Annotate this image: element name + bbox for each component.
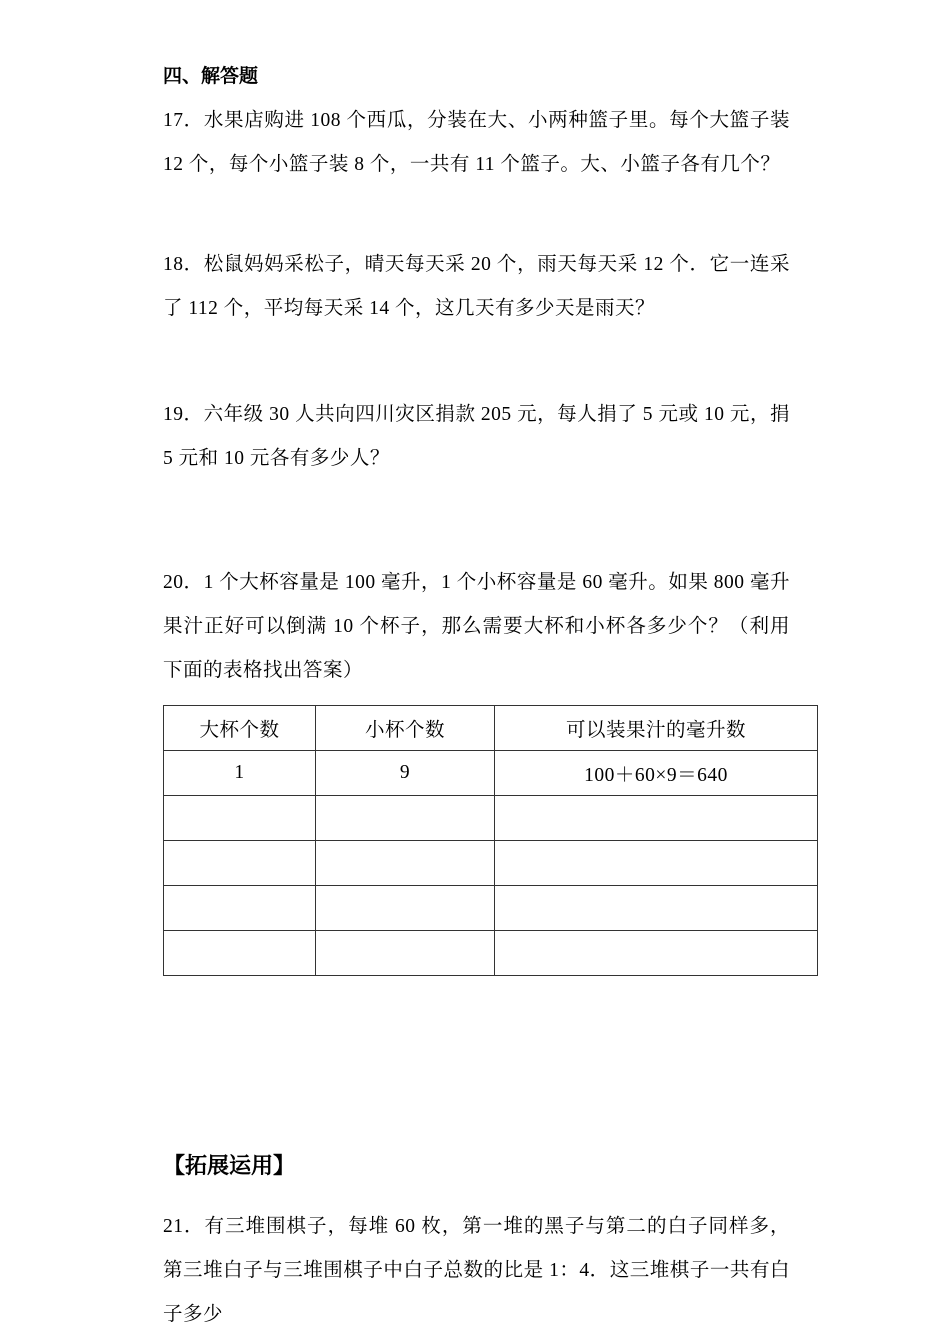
table-cell	[316, 795, 495, 840]
table-cell	[495, 795, 818, 840]
table-header-cell-milliliters: 可以装果汁的毫升数	[495, 705, 818, 750]
table-header-cell-small-cups: 小杯个数	[316, 705, 495, 750]
table-cell	[164, 885, 316, 930]
table-row	[164, 885, 818, 930]
section-title: 四、解答题	[163, 66, 259, 87]
answer-table-body	[164, 705, 818, 975]
table-cell	[164, 930, 316, 975]
answer-table	[163, 705, 818, 976]
table-cell	[495, 930, 818, 975]
table-cell	[316, 930, 495, 975]
table-cell: 1	[164, 750, 316, 795]
extension-section-title: 【拓展运用】	[163, 1152, 296, 1178]
table-header-cell-big-cups: 大杯个数	[164, 705, 316, 750]
table-row	[164, 750, 818, 795]
table-cell: 9	[316, 750, 495, 795]
table-cell	[164, 795, 316, 840]
problem-18: 18．松鼠妈妈采松子，晴天每天采 20 个，雨天每天采 12 个．它一连采了 112 个，平均每天采 14 个，这几天有多少天是雨天？	[163, 253, 790, 319]
table-cell	[164, 840, 316, 885]
problem-21: 21．有三堆围棋子，每堆 60 枚，第一堆的黑子与第二的白子同样多，第三堆白子与三堆围棋子中白子总数的比是 1：4．这三堆棋子一共有白子多少	[163, 1216, 790, 1326]
problem-19: 19．六年级 30 人共向四川灾区捐款 205 元，每人捐了 5 元或 10 元，捐 5 元和 10 元各有多少人？	[163, 403, 790, 469]
problem-20: 20．1 个大杯容量是 100 毫升，1 个小杯容量是 60 毫升。如果 800 毫升果汁正好可以倒满 10 个杯子，那么需要大杯和小杯各多少个？（利用下面的表格找出答案）	[163, 571, 790, 681]
table-cell	[316, 840, 495, 885]
table-cell	[495, 885, 818, 930]
table-cell	[316, 885, 495, 930]
problem-17: 17．水果店购进 108 个西瓜，分装在大、小两种篮子里。每个大篮子装 12 个，每个小篮子装 8 个，一共有 11 个篮子。大、小篮子各有几个？	[163, 109, 790, 175]
table-header-row	[164, 705, 818, 750]
table-row	[164, 930, 818, 975]
table-cell: 100＋60×9＝640	[495, 750, 818, 795]
table-row	[164, 840, 818, 885]
table-cell	[495, 840, 818, 885]
table-row	[164, 795, 818, 840]
